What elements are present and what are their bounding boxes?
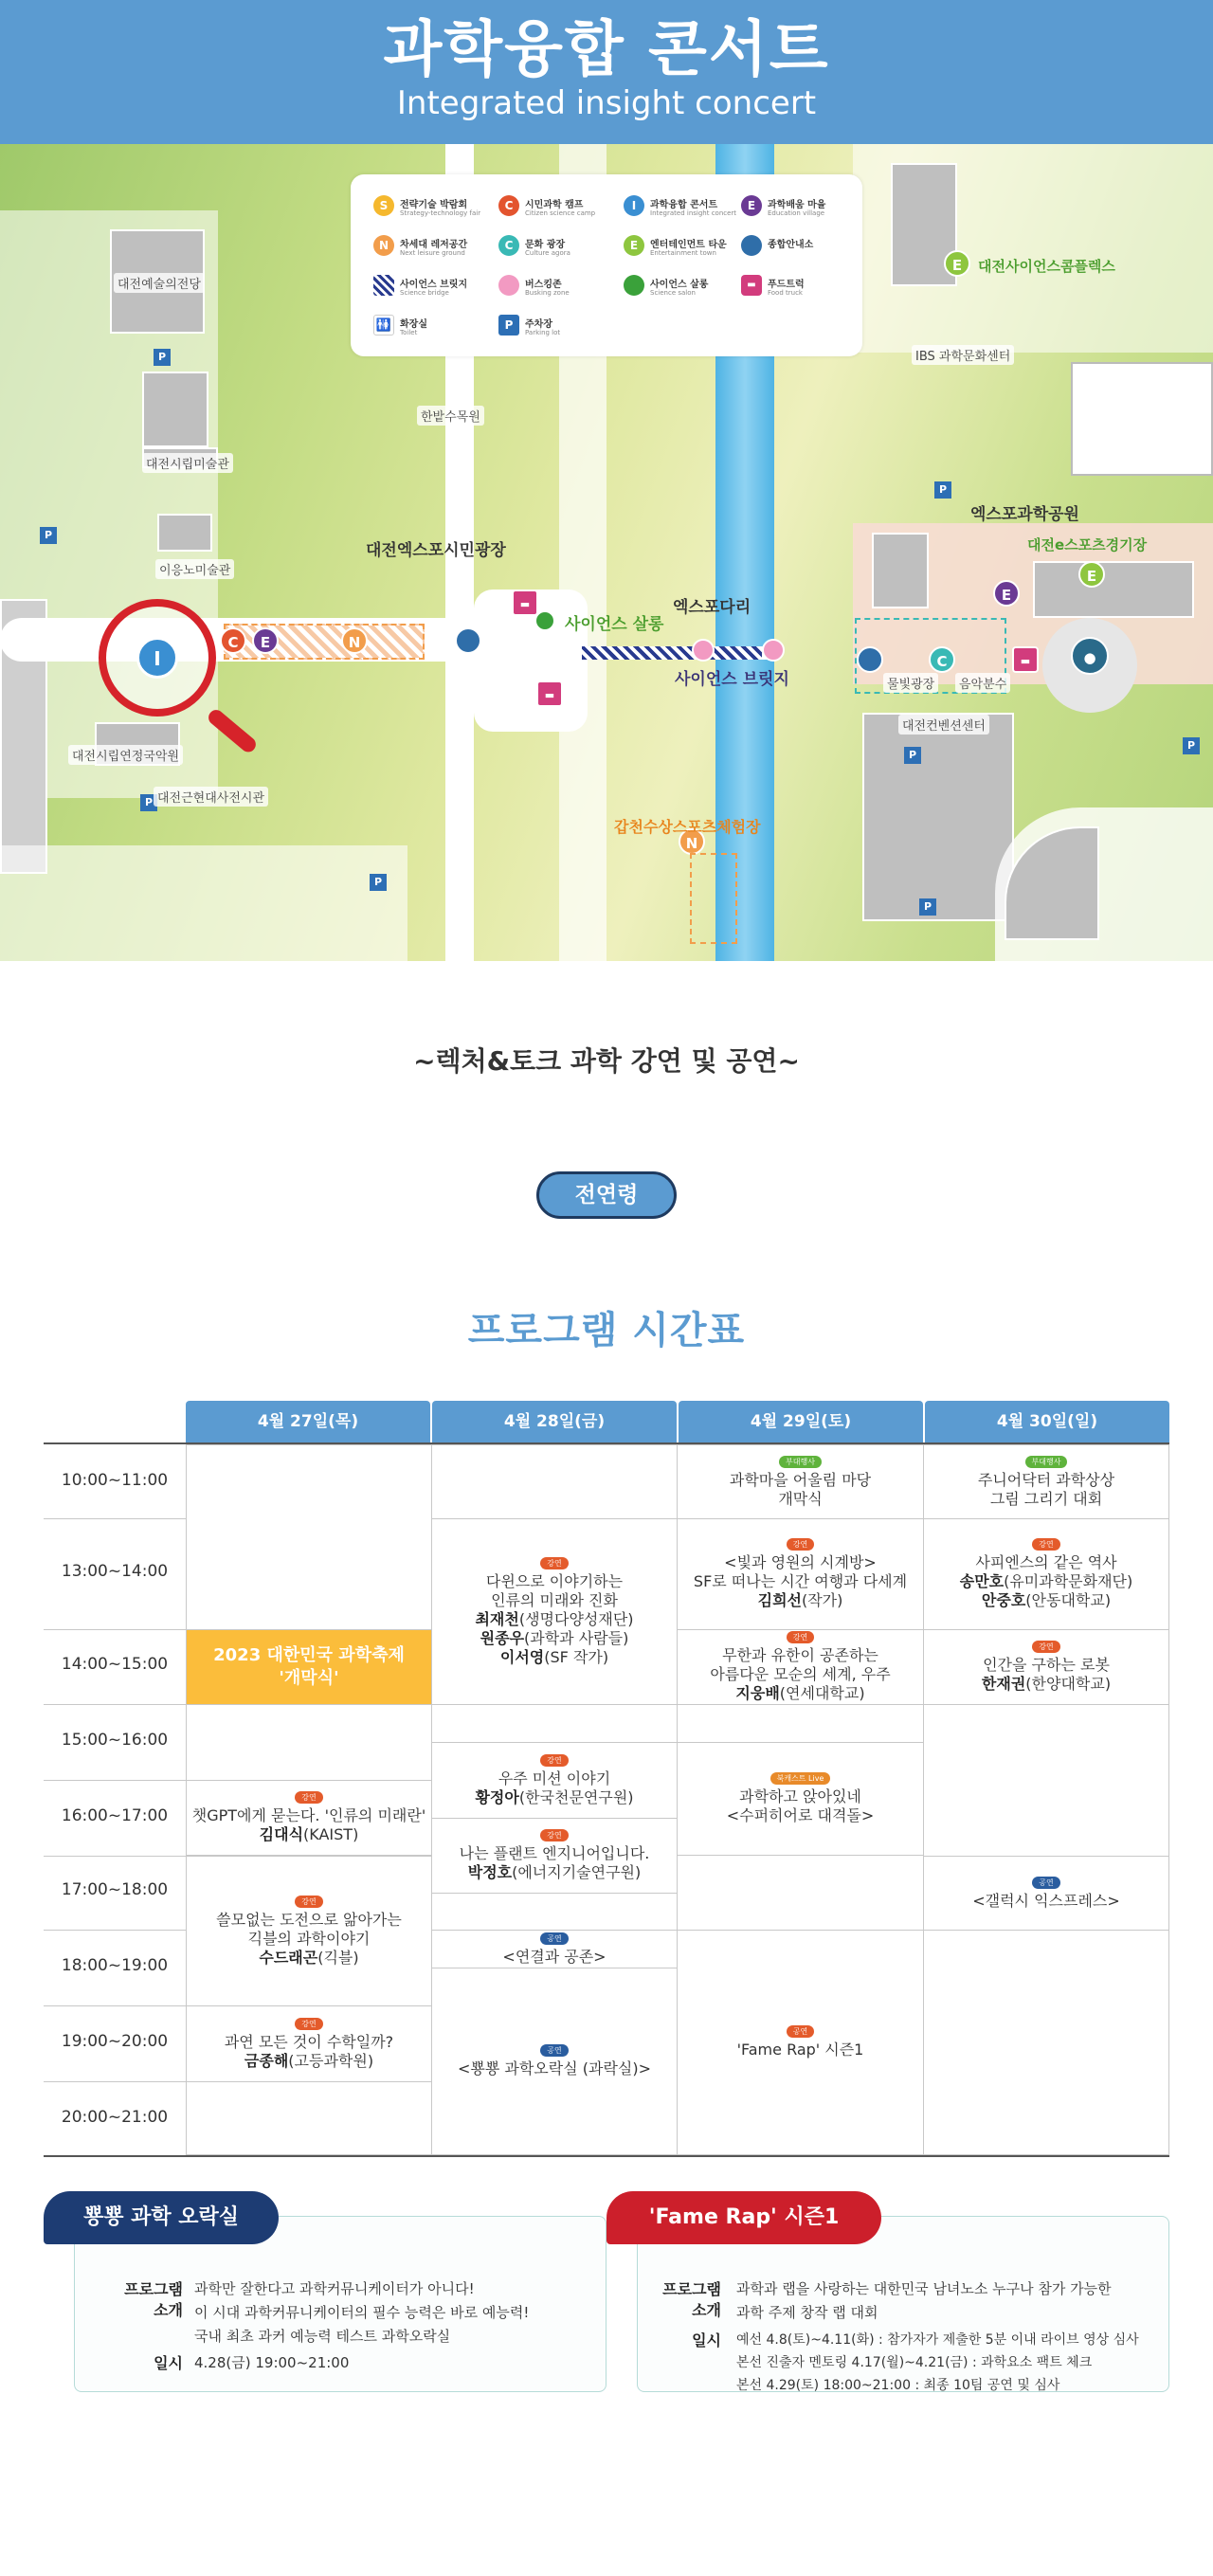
speaker-affiliation: (에너지기술연구원) [512, 1863, 642, 1881]
legend-en: Busking zone [525, 289, 570, 297]
box-label-intro: 프로그램 소개 [662, 2280, 721, 2319]
map-marker-busking [692, 639, 715, 662]
cell-line: 다윈으로 이야기하는 [485, 1571, 624, 1590]
category-tag: 강연 [1032, 1641, 1059, 1653]
day-header: 4월 30일(일) [925, 1401, 1169, 1442]
map-area-bottom-left [0, 845, 407, 961]
legend-item-info [741, 233, 866, 271]
time-label: 10:00~11:00 [61, 1471, 169, 1490]
legend-en: Food truck [768, 289, 803, 297]
parking-icon: P [934, 481, 951, 499]
lecture-title: ~렉처&토크 과학 강연 및 공연~ [413, 1045, 800, 1077]
cell-line: 나는 플랜트 엔지니어입니다. [459, 1844, 650, 1862]
legend-label: 과학융합 콘서트 [650, 200, 718, 210]
map-legend [351, 174, 862, 356]
legend-label: 화장실 [400, 319, 427, 330]
box-label-date: 일시 [692, 2331, 721, 2349]
map-label-city-museum: 대전시립미술관 [142, 453, 233, 473]
box-intro-line: 과학만 잘한다고 과학커뮤니케이터가 아니다! [194, 2280, 475, 2297]
schedule-cell-opening [186, 1629, 432, 1705]
map-label-gapcheon: 갑천수상스포츠체험장 [614, 818, 761, 836]
speaker-affiliation: (한양대학교) [1025, 1675, 1112, 1693]
legend-label: 시민과학 캠프 [525, 200, 584, 210]
speaker-affiliation: (한국천문연구원) [518, 1787, 634, 1806]
legend-i-icon: I [624, 195, 644, 216]
table-bottom-border [44, 2155, 1169, 2157]
legend-label: 사이언스 브릿지 [400, 280, 468, 290]
map-marker-education: E [993, 580, 1020, 607]
legend-en: Citizen science camp [525, 209, 596, 217]
speaker-affiliation: (고등과학원) [288, 2051, 374, 2070]
toilet-icon: 🚻 [373, 315, 394, 336]
speaker-name: 박정호 [467, 1863, 513, 1881]
map-label-convention: 대전컨벤션센터 [898, 715, 989, 735]
schedule-cell-performance [431, 1968, 678, 2155]
box-label-date: 일시 [154, 2354, 183, 2372]
map-building-expo-1 [872, 533, 929, 608]
map-science-bridge [582, 646, 762, 660]
parking-icon: P [40, 527, 57, 544]
legend-item-citizen [498, 193, 624, 231]
category-tag: 공연 [540, 1932, 568, 1945]
speaker-name: 최재천 [475, 1609, 519, 1628]
schedule-cell-lecture [677, 1629, 924, 1705]
box-date: 4.28(금) 19:00~21:00 [194, 2354, 350, 2371]
speaker-name: 안중호 [981, 1591, 1026, 1609]
map-building-museum [142, 372, 208, 447]
legend-c2-icon: C [498, 235, 519, 256]
map-marker-education: E [252, 627, 279, 654]
time-label: 20:00~21:00 [61, 2108, 169, 2127]
legend-item-salon [624, 273, 749, 311]
category-tag: 공연 [787, 2025, 814, 2038]
cell-line: <연결과 공존> [502, 1947, 606, 1966]
day-header: 4월 29일(토) [679, 1401, 923, 1442]
parking-icon: P [498, 315, 519, 336]
speaker-name: 금종해 [244, 2051, 289, 2070]
box-date-line: 본선 4.29(토) 18:00~21:00 : 최종 10팀 공연 및 심사 [736, 2378, 1060, 2393]
map-zone-gapcheon [690, 853, 737, 944]
cell-line: 사피엔스의 같은 역사 [975, 1553, 1117, 1571]
schedule-cell-lecture [186, 2005, 432, 2082]
speaker-affiliation: (연세대학교) [779, 1684, 865, 1702]
schedule-cell-lecture [186, 1780, 432, 1856]
legend-label: 푸드트럭 [768, 280, 805, 290]
legend-en: Parking lot [525, 329, 561, 336]
science-bridge-icon [373, 275, 394, 296]
box-intro-line: 과학 주제 창작 랩 대회 [736, 2304, 878, 2321]
map-label-expo-park: 엑스포과학공원 [970, 505, 1079, 524]
map-label-science-complex: 대전사이언스콤플렉스 [978, 258, 1115, 275]
box-date-line: 예선 4.8(토)~4.11(화) : 참가자가 제출한 5분 이내 라이브 영상 심사 [736, 2332, 1139, 2348]
speaker-name: 수드래곤 [259, 1948, 318, 1967]
map-building-convention [862, 713, 1014, 921]
map-label-expo-bridge: 엑스포다리 [673, 598, 751, 617]
day-header: 4월 27일(목) [186, 1401, 430, 1442]
day-header: 4월 28일(금) [432, 1401, 677, 1442]
cell-line: <갤럭시 익스프레스> [972, 1891, 1120, 1910]
info-center-icon [741, 235, 762, 256]
legend-en: Strategy-technology fair [400, 209, 481, 217]
map-label-lightplaza: 물빛광장 [883, 673, 938, 693]
legend-label: 차세대 레저공간 [400, 240, 468, 250]
category-tag: 강연 [787, 1538, 814, 1551]
schedule-cell-event [677, 1444, 924, 1519]
category-tag: 부대행사 [1025, 1456, 1068, 1468]
time-label: 18:00~19:00 [61, 1956, 169, 1975]
legend-item-busking [498, 273, 624, 311]
parking-icon: P [1183, 737, 1200, 754]
box-date-line: 본선 진출자 멘토링 4.17(월)~4.21(금) : 과학요소 팩트 체크 [736, 2355, 1093, 2370]
legend-en: Toilet [400, 329, 418, 336]
map-building-esports [1033, 561, 1194, 618]
cell-line: 긱블의 과학이야기 [247, 1929, 371, 1948]
legend-label: 엔터테인먼트 타운 [650, 240, 727, 250]
legend-item-education [741, 193, 866, 231]
legend-label: 과학배움 마을 [768, 200, 826, 210]
legend-item-bridge [373, 273, 498, 311]
legend-n-icon: N [373, 235, 394, 256]
parking-icon: P [154, 349, 171, 366]
map-label-arts-center: 대전예술의전당 [114, 273, 205, 293]
cell-line: 그림 그리기 대회 [989, 1489, 1103, 1508]
map-marker-entertainment: E [944, 250, 970, 277]
time-label: 19:00~20:00 [61, 2032, 169, 2051]
speaker-affiliation: (안동대학교) [1025, 1591, 1112, 1609]
time-label: 16:00~17:00 [61, 1806, 169, 1825]
cell-line: 과학마을 어울림 마당 [729, 1470, 872, 1489]
category-tag: 강연 [540, 1829, 568, 1841]
schedule-cell-empty [923, 1704, 1169, 1857]
schedule-cell-performance [923, 1856, 1169, 1931]
legend-en: Science salon [650, 289, 696, 297]
time-label: 14:00~15:00 [61, 1655, 169, 1674]
page-header [0, 0, 1213, 144]
box-intro-line: 과학과 랩을 사랑하는 대한민국 남녀노소 누구나 참가 가능한 [736, 2280, 1112, 2297]
map-marker-busking [762, 639, 785, 662]
cell-line: 우주 미션 이야기 [498, 1769, 611, 1787]
cell-line: 개막식 [778, 1489, 823, 1508]
schedule-cell-empty [677, 1855, 924, 1931]
category-tag: 부대행사 [779, 1456, 822, 1468]
parking-icon: P [370, 874, 387, 891]
box-intro-line: 국내 최초 과커 예능력 테스트 과학오락실 [194, 2328, 451, 2345]
map-marker-info [455, 627, 481, 654]
legend-item-entertainment [624, 233, 749, 271]
legend-label: 전략기술 박람회 [400, 200, 468, 210]
schedule-cell-bookcast [677, 1742, 924, 1856]
map-marker-leisure: N [341, 627, 368, 654]
cell-line: 인간을 구하는 로봇 [983, 1656, 1110, 1674]
cell-line: <뿅뿅 과학오락실 (과락실)> [457, 2059, 652, 2077]
schedule-title: 프로그램 시간표 [467, 1309, 746, 1352]
schedule-cell-performance [431, 1930, 678, 1968]
category-tag: 강연 [295, 1896, 322, 1908]
category-tag: 강연 [295, 2018, 322, 2030]
speaker-affiliation: (유미과학문화재단) [1004, 1572, 1133, 1590]
legend-label: 문화 광장 [525, 240, 566, 250]
map-marker-leisure: N [679, 828, 705, 855]
cell-line: 아름다운 모순의 세계, 우주 [710, 1665, 891, 1683]
speaker-affiliation: (작가) [801, 1591, 843, 1609]
box-title-arcade: 뿅뿅 과학 오락실 [44, 2191, 279, 2244]
cell-line: 'Fame Rap' 시즌1 [736, 2041, 864, 2059]
map-label-esports: 대전e스포츠경기장 [1027, 536, 1148, 553]
schedule-cell-empty [431, 1893, 678, 1931]
box-intro-line: 이 시대 과학커뮤니케이터의 필수 능력은 바로 예능력! [194, 2304, 530, 2321]
cell-line: 2023 대한민국 과학축제 [213, 1645, 405, 1665]
time-label: 17:00~18:00 [61, 1880, 169, 1899]
cell-line: SF로 떠나는 시간 여행과 다세계 [693, 1572, 908, 1590]
schedule-cell-lecture [923, 1629, 1169, 1705]
schedule-cell-lecture [431, 1818, 678, 1894]
cell-line: 쓸모없는 도전으로 앎아가는 [216, 1910, 402, 1929]
map-label-leeungno: 이응노미술관 [155, 559, 234, 579]
category-tag: 북캐스트 Live [770, 1772, 831, 1785]
map-label-arboretum: 한밭수목원 [417, 406, 484, 426]
cell-line: 과학하고 앉아있네 [739, 1787, 861, 1805]
speaker-name: 김대식 [259, 1825, 304, 1843]
legend-label: 주차장 [525, 319, 552, 330]
map-marker-culture: C [929, 646, 955, 673]
schedule-cell-empty [186, 2081, 432, 2155]
legend-item-toilet [373, 313, 498, 351]
legend-item-parking [498, 313, 624, 351]
cell-line: 무한과 유한이 공존하는 [722, 1646, 878, 1664]
speaker-name: 원종우 [480, 1628, 525, 1647]
legend-item-foodtruck [741, 273, 866, 311]
food-truck-icon: ▬ [741, 275, 762, 296]
speaker-name: 지웅배 [735, 1684, 780, 1702]
category-tag: 강연 [787, 1631, 814, 1643]
category-tag: 공연 [540, 2044, 568, 2057]
speaker-affiliation: (과학과 사람들) [524, 1628, 629, 1647]
cell-line: 인류의 미래와 진화 [491, 1590, 618, 1609]
schedule-cell-empty [677, 1704, 924, 1743]
map-label-gukak: 대전시립연정국악원 [68, 745, 183, 765]
legend-e-icon: E [741, 195, 762, 216]
map-marker-entertainment: E [1078, 561, 1105, 588]
map-marker-foodtruck: ▬ [536, 680, 563, 707]
category-tag: 강연 [1032, 1538, 1059, 1551]
schedule-cell-lecture [186, 1856, 432, 2006]
map-marker-concert: I [136, 637, 178, 679]
schedule-table [44, 1401, 1169, 2157]
page-subtitle: Integrated insight concert [396, 84, 817, 122]
legend-en: Culture agora [525, 249, 570, 257]
map-label-expo-plaza: 대전엑스포시민광장 [366, 541, 506, 560]
legend-label: 종합안내소 [768, 240, 814, 250]
legend-item-strategy [373, 193, 498, 231]
map-marker-foodtruck: ▬ [1012, 646, 1039, 673]
legend-en: Science bridge [400, 289, 449, 297]
science-salon-icon [624, 275, 644, 296]
schedule-cell-lecture [923, 1518, 1169, 1630]
map-label-science-bridge: 사이언스 브릿지 [675, 670, 789, 689]
parking-icon: P [904, 747, 921, 764]
map-building-right-1 [1071, 362, 1213, 476]
legend-item-concert [624, 193, 749, 231]
category-tag: 강연 [540, 1754, 568, 1767]
schedule-cell-performance [677, 1930, 924, 2155]
parking-icon: P [919, 898, 936, 916]
legend-label: 사이언스 살롱 [650, 280, 709, 290]
schedule-cell-empty [186, 1444, 432, 1630]
legend-label: 버스킹존 [525, 280, 562, 290]
legend-en: Integrated insight concert [650, 209, 737, 217]
cell-line: '개막식' [279, 1668, 339, 1688]
legend-en: Entertainment town [650, 249, 716, 257]
map-marker-citizen: C [220, 627, 246, 654]
schedule-cell-empty [923, 1930, 1169, 2155]
speaker-name: 이서영 [499, 1647, 545, 1666]
page-title: 과학융합 콘서트 [383, 15, 830, 85]
speaker-affiliation: (SF 작가) [544, 1647, 609, 1666]
map-marker-fountain: ● [1071, 637, 1109, 675]
cell-line: <빛과 영원의 시계방> [724, 1553, 877, 1571]
cell-line: 과연 모든 것이 수학일까? [224, 2032, 394, 2051]
speaker-name: 황정아 [475, 1787, 519, 1806]
schedule-cell-lecture [431, 1518, 678, 1705]
legend-item-culture [498, 233, 624, 271]
speaker-name: 김희선 [757, 1591, 802, 1609]
age-badge: 전연령 [536, 1171, 677, 1219]
legend-item-leisure [373, 233, 498, 271]
speaker-name: 한재권 [981, 1675, 1026, 1693]
schedule-cell-empty [186, 1704, 432, 1781]
schedule-cell-event [923, 1444, 1169, 1519]
venue-map [0, 144, 1213, 961]
map-label-music-fountain: 음악분수 [955, 673, 1010, 693]
map-label-ibs: IBS 과학문화센터 [912, 345, 1014, 365]
speaker-name: 송만호 [959, 1572, 1005, 1590]
time-label: 13:00~14:00 [61, 1562, 169, 1581]
legend-c-icon: C [498, 195, 519, 216]
legend-s-icon: S [373, 195, 394, 216]
category-tag: 공연 [1032, 1877, 1059, 1889]
speaker-affiliation: (생명다양성재단) [518, 1609, 634, 1628]
speaker-affiliation: (KAIST) [303, 1825, 359, 1843]
cell-line: 주니어닥터 과학상상 [977, 1470, 1115, 1489]
time-label: 15:00~16:00 [61, 1731, 169, 1750]
map-label-science-salon: 사이언스 살롱 [565, 615, 664, 634]
speaker-affiliation: (긱블) [317, 1948, 359, 1967]
cell-line: 챗GPT에게 묻는다. '인류의 미래란' [191, 1806, 426, 1824]
busking-icon [498, 275, 519, 296]
schedule-cell-lecture [677, 1518, 924, 1630]
box-label-intro: 프로그램 소개 [124, 2280, 183, 2319]
legend-e2-icon: E [624, 235, 644, 256]
category-tag: 강연 [540, 1557, 568, 1569]
schedule-cell-empty [431, 1704, 678, 1743]
legend-en: Education village [768, 209, 825, 217]
category-tag: 강연 [295, 1791, 322, 1804]
legend-en: Next leisure ground [400, 249, 465, 257]
cell-line: <수퍼히어로 대격돌> [726, 1806, 875, 1824]
schedule-cell-empty [431, 1444, 678, 1519]
map-building-leeungno [157, 514, 212, 552]
map-label-history-hall: 대전근현대사전시관 [154, 787, 268, 807]
schedule-cell-lecture [431, 1742, 678, 1819]
parking-icon: P [140, 794, 157, 811]
map-marker-foodtruck: ▬ [512, 590, 538, 616]
box-title-famerap: 'Fame Rap' 시즌1 [606, 2191, 881, 2244]
